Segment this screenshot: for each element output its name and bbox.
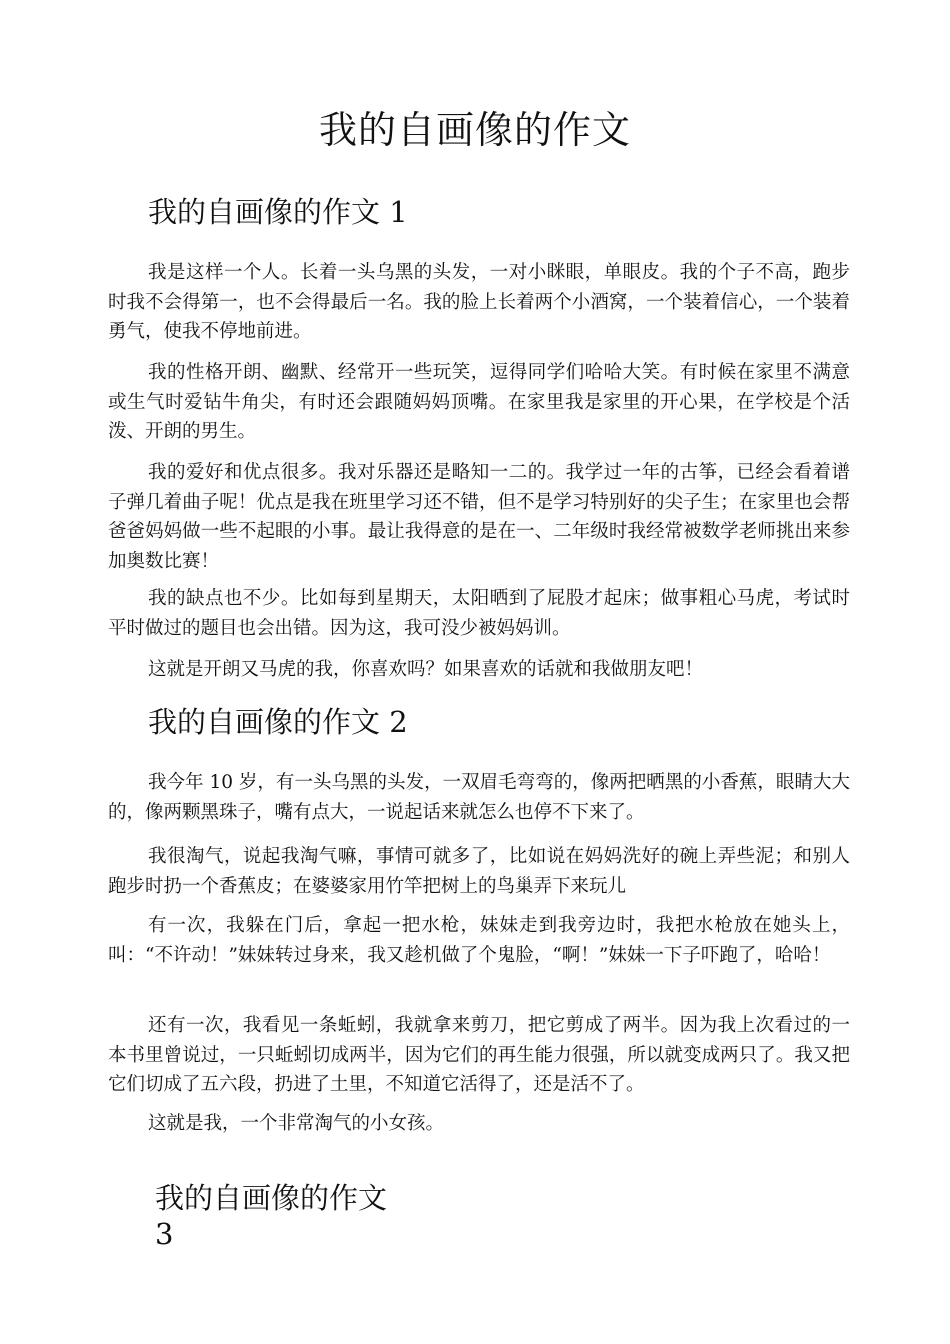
section-3-heading: 我的自画像的作文 3 xyxy=(155,1181,388,1251)
section-1-paragraph-2: 我的性格开朗、幽默、经常开一些玩笑，逗得同学们哈哈大笑。有时候在家里不满意或生气时爱钻牛角尖，有时还会跟随妈妈顶嘴。在家里我是家里的开心果，在学校是个活泼、开朗的男生。 xyxy=(108,362,850,442)
section-2-paragraph-1: 我今年 10 岁，有一头乌黑的头发，一双眉毛弯弯的，像两把晒黑的小香蕉，眼睛大大的，像两颗黑珠子，嘴有点大，一说起话来就怎么也停不下来了。 xyxy=(108,772,850,823)
section-1-paragraph-4: 我的缺点也不少。比如每到星期天，太阳晒到了屁股才起床；做事粗心马虎，考试时平时做过的题目也会出错。因为这，我可没少被妈妈训。 xyxy=(108,588,850,639)
section-1-heading: 我的自画像的作文 1 xyxy=(148,195,408,229)
section-2-heading: 我的自画像的作文 2 xyxy=(148,705,408,739)
section-2-paragraph-3: 有一次，我躲在门后，拿起一把水枪，妹妹走到我旁边时，我把水枪放在她头上，叫：“不许动！”妹妹转过身来，我又趁机做了个鬼脸，“啊！”妹妹一下子吓跑了，哈哈！ xyxy=(108,915,850,966)
section-1-paragraph-5: 这就是开朗又马虎的我，你喜欢吗？如果喜欢的话就和我做朋友吧！ xyxy=(148,659,704,680)
section-1-paragraph-1: 我是这样一个人。长着一头乌黑的头发，一对小眯眼，单眼皮。我的个子不高，跑步时我不会得第一，也不会得最后一名。我的脸上长着两个小酒窝，一个装着信心，一个装着勇气，使我不停地前进。 xyxy=(108,262,850,342)
document-title: 我的自画像的作文 xyxy=(318,108,631,152)
section-1-paragraph-3: 我的爱好和优点很多。我对乐器还是略知一二的。我学过一年的古筝，已经会看着谱子弹几着曲子呢！优点是我在班里学习还不错，但不是学习特别好的尖子生；在家里也会帮爸爸妈妈做一些不起眼的小事。最让我得意的是在一、二年级时我经常被数学老师挑出来参加奥数比赛！ xyxy=(108,462,850,572)
section-2-paragraph-4: 还有一次，我看见一条蚯蚓，我就拿来剪刀，把它剪成了两半。因为我上次看过的一本书里曾说过，一只蚯蚓切成两半，因为它们的再生能力很强，所以就变成两只了。我又把它们切成了五六段，扔进了土里，不知道它活得了，还是活不了。 xyxy=(108,1015,850,1095)
section-2-paragraph-2: 我很淘气，说起我淘气嘛，事情可就多了，比如说在妈妈洗好的碗上弄些泥；和别人跑步时扔一个香蕉皮；在婆婆家用竹竿把树上的鸟巢弄下来玩儿 xyxy=(108,846,850,897)
section-2-paragraph-5: 这就是我，一个非常淘气的小女孩。 xyxy=(148,1113,445,1134)
